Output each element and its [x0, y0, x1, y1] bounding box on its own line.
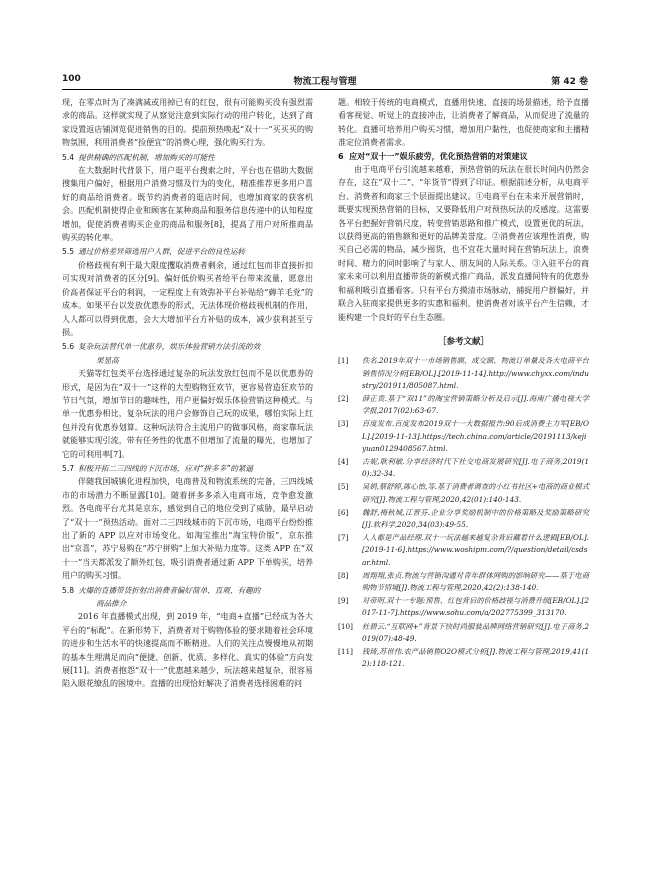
- running-header: [62, 74, 588, 88]
- section-title: 提供精确的匹配机制，增加购买的可能性: [78, 152, 215, 162]
- reference-number: [3]: [338, 419, 349, 429]
- reference-number: [9]: [338, 596, 349, 606]
- section-number: 5.6: [62, 342, 75, 352]
- section-title-continued: 果显高: [96, 355, 119, 365]
- reference-item: [338, 570, 589, 594]
- reference-item: [338, 393, 589, 417]
- reference-item: [338, 595, 589, 619]
- section-number: 6: [338, 151, 344, 161]
- reference-number: [6]: [338, 507, 349, 517]
- reference-item: [338, 646, 589, 670]
- page-number: 100: [62, 74, 81, 84]
- reference-text: 百度发布.百度发布2019双十一大数据报告:90后成消费主力军[EB/OL].[2019-11-13].https://tech.china.com/article/20191113/kejiyuan0129408567.html.: [362, 419, 589, 453]
- paragraph: 2016 年直播模式出现，到 2019 年，“电商+直播”已经成为各大平台的“标配”。在新形势下，消费者对于购物体验的要求随着社会环境的进步和生活水平的快速提高而不断精进。人们的关注点慢慢地从初期的基本生理满足而向“便捷、创新、优质、多样化、真实的体验”方向发展[11]。消费者抱怨“双十一”优惠越来越少，玩法越来越复杂，很容易陷入眼花缭乱的困境中。直播的出现恰好解决了消费者选择困难的问: [62, 612, 313, 689]
- section-heading-5-8: [62, 584, 313, 611]
- reference-number: [1]: [338, 356, 349, 366]
- section-heading-5-4: [62, 151, 313, 164]
- paragraph: 天猫等红包类平台选择通过复杂的玩法发放红包而不是以优惠券的形式，是因为在“双十一”这样的大型购物狂欢节，更容易营造狂欢节的节日气氛，增加节日的趣味性，用户更偏好娱乐体验营销这种模式。与单一优惠券相比，复杂玩法的用户会修饰自己玩的成果，哪怕实际上红包并没有优惠券划算。这种玩法符合主流用户的做事风格，商家靠玩法就能够实现引流，带有任务性的优惠不但增加了流量的曝光，也增加了它的可利用率[7]。: [62, 369, 313, 459]
- reference-text: 杜碧云.“互联网+”背景下快时尚服装品牌网络营销研究[J].电子商务,2019(07):48-49.: [362, 621, 589, 643]
- paragraph: 价格歧视有利于最大限度攫取消费者剩余，通过红包而非直接折扣可实现对消费者的区分[9]。偏好低价购买者给平台带来流量，愿意出价高者保证平台的利润，一定程度上有效弥补平台补贴给“薅羊毛党”的成本。如果平台以发放优惠券的形式，无法体现价格歧视机制的作用，人人都可以得到优惠，会大大增加平台方补贴的成本，减少获利甚至亏损。: [62, 260, 313, 337]
- section-heading-6: [338, 150, 589, 163]
- paragraph: 现，在零点时为了凑满减或用掉已有的红包，很有可能购买没有强烈需求的商品。这样就实现了从察觉注意到实际行动的用户转化，达到了商家设置返店铺浏览促进销售的目的。提前预热唤起“双十一”买买买的购物氛围，利用消费者“捡便宜”的消费心理，强化购买行为。: [62, 98, 313, 148]
- section-number: 5.8: [62, 585, 75, 595]
- reference-text: 薛正贵.基于“双11”的淘宝营销策略分析及启示[J].海南广播电视大学学报,2017(02):63-67.: [362, 393, 589, 416]
- section-heading-5-6: [62, 340, 313, 367]
- paragraph: 在大数据时代背景下，用户逛平台搜索之时，平台也在借助大数据搜集用户偏好，根据用户消费习惯及行为的变化，精准推荐更多用户喜好的商品给消费者。既节约消费者的逛店时间，也增加商家的获客机会。匹配机制使得企业和顾客在某种商品和服务信息传递中的认知程度增加，促使消费者购买企业的商品和服务[8]，提高了用户对所推商品购买的转化率。: [62, 166, 313, 243]
- right-column: [338, 96, 589, 671]
- paragraph: 由于电商平台引流越来越难，预热营销的玩法在很长时间内仍然会存在，这在“双十二”、“年货节”得到了印证。根据前述分析，从电商平台、消费者和商家三个层面提出建议。①电商平台在未来开展营销时，既要实现预热营销的目标，又要降低用户对预热玩法的反感度。这需要各平台把握好营销尺度，转变营销思路和推广模式，设置更优的玩法，以获得更高的销售额和更好的品牌美誉度。②消费者应该理性消费，购买自己必需的物品，减少囤货，也不宜花大量时间在营销玩法上，浪费时间、精力的同时影响了与家人、朋友间的人际关系。③入驻平台的商家未来可以利用直播带货的新模式推广商品，派发直播间特有的优惠券和福利吸引直播看客。只有平台方摸清市场脉动，捕捉用户群偏好，并联合入驻商家提供更多的实惠和福利，使消费者对该平台产生信赖，才能构建一个良好的平台生态圈。: [338, 165, 589, 322]
- reference-item: [338, 418, 589, 455]
- reference-number: [2]: [338, 393, 349, 403]
- reference-text: 吴娟,蔡舒婷,陈心怡,等.基于消费者调查的小红书社区+电商的商业模式研究[J].物流工程与管理,2020,42(01):140-143.: [362, 482, 589, 504]
- section-heading-5-7: [62, 462, 313, 475]
- section-title: 火爆的直播带货折射出消费者偏好简单、直观、有趣的: [78, 585, 261, 595]
- reference-item: [338, 532, 589, 569]
- section-title: 应对“双十一”娱乐疲劳，优化预热营销的对策建议: [349, 151, 528, 161]
- section-title: 通过价格差异筛选用户人群，促进平台的良性运转: [78, 247, 246, 257]
- reference-item: [338, 621, 589, 645]
- reference-text: 周翔翔,张贞.物流与营销沟通对青年群体网购的影响研究——基于电商购物节情境[J].物流工程与管理,2020,42(2):138-140.: [362, 570, 589, 592]
- reference-list: [338, 355, 589, 670]
- header-rule: [62, 89, 588, 90]
- reference-number: [4]: [338, 456, 349, 466]
- reference-item: [338, 481, 589, 505]
- references-heading: ［参考文献］: [437, 336, 489, 347]
- paragraph: 题。相较于传统的电商模式，直播用快速、直接的场景描述，给予直播看客视觉、听觉上的直接冲击，让消费者了解商品，从而促进了流量的转化。直播可培养用户购买习惯，增加用户黏性，也促使商家和主播精准定位消费者需求。: [338, 98, 589, 148]
- section-number: 5.4: [62, 152, 75, 162]
- reference-number: [10]: [338, 621, 353, 631]
- reference-text: 魏舒,梅秋城,江晋芬.企业分享奖励机制中的价格策略及奖励策略研究[J].软科学,2020,34(03):49-55.: [362, 507, 589, 529]
- reference-text: 古妮,耿利敏.分享经济时代下社交电商发展研究[J].电子商务,2019(10):32-34.: [362, 456, 589, 479]
- reference-item: [338, 507, 589, 531]
- reference-number: [5]: [338, 482, 349, 492]
- reference-number: [11]: [338, 646, 353, 656]
- reference-text: 佚名.2019年双十一市场销售额、成交额、物流订单量及各大电商平台销售情况分析[EB/OL].[2019-11-14].http://www.chyxx.com/industry/201911/805087.html.: [362, 356, 589, 390]
- section-heading-5-5: [62, 245, 313, 258]
- reference-item: [338, 355, 589, 392]
- reference-number: [8]: [338, 570, 349, 580]
- paragraph: 伴随我国城镇化进程加快，电商普及和物流系统的完备，三四线城市的市场潜力不断显露[10]。随着拼多多杀入电商市场，竞争愈发激烈。各电商平台尤其是京东，感觉到自己的地位受到了威胁，最早启动了“双十一”预热活动。面对二三四线城市的下沉市场，电商平台纷纷推出了新的 APP 以应对市场变化。如淘宝推出“淘宝特价版”，京东推出“京喜”，苏宁易购在“苏宁拼购”上加大补贴力度等。这类 APP 在“双十一”当天都派发了额外红包，吸引消费者通过新 APP 下单购买，培养用户的购买习惯。: [62, 477, 313, 581]
- reference-text: 钱琦,苏世伟.农产品销售O2O模式分析[J].物流工程与管理,2019,41(12):118-121.: [362, 646, 589, 669]
- section-title-continued: 商品推介: [96, 599, 127, 609]
- section-title: 积极开拓二三四线的下沉市场，应对“拼多多”的紧逼: [78, 463, 254, 473]
- reference-item: [338, 456, 589, 480]
- section-number: 5.7: [62, 463, 75, 473]
- section-number: 5.5: [62, 247, 75, 257]
- reference-text: 人人都是产品经理.双十一玩法越来越复杂背后藏着什么逻辑[EB/OL].[2019-11-6].https://www.woshipm.com/?/question/detail/csdsar.html.: [362, 533, 589, 567]
- section-title: 复杂玩法替代单一优惠券，娱乐体验营销方法引流的效: [78, 342, 261, 352]
- reference-number: [7]: [338, 533, 349, 543]
- left-column: [62, 96, 313, 691]
- reference-text: 对帝明.双十一专题:预售、红包背后的价格歧视与消费升级[EB/OL].[2017-11-7].https://www.sohu.com/a/202775399_313170.: [362, 596, 589, 618]
- volume-label: 第 42 卷: [551, 77, 588, 87]
- journal-title: 物流工程与管理: [293, 77, 357, 87]
